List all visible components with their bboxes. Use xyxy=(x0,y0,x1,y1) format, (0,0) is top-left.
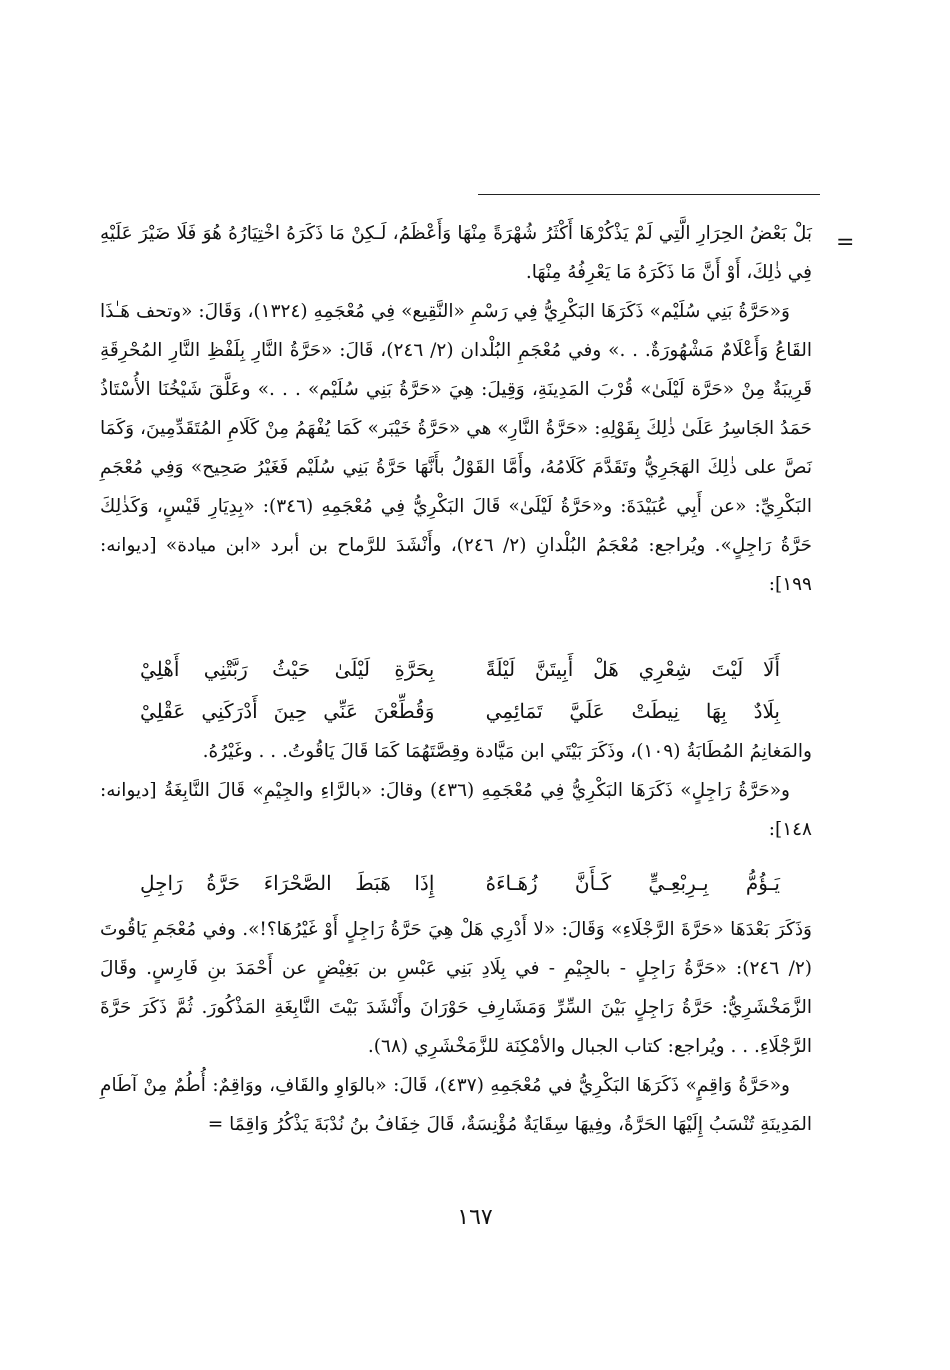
verse-second-hemistich: بِحَرَّةِ لَيْلَىٰ حَيْثُ رَبَّتْنِي أَهْلِيْ xyxy=(140,657,435,681)
page-number: ١٦٧ xyxy=(457,1205,493,1230)
poem-verse xyxy=(140,862,780,904)
footnote-text-block-2 xyxy=(100,732,812,849)
verse-first-hemistich: يَـؤُمُّ بِـرِبْعِـيٍّ كَـأَنَّ زُهَـاءَهُ xyxy=(485,871,780,895)
footnote-paragraph: و«حَرَّةُ رَاجِلٍ» ذَكَرَهَا البَكْرِيُّ فِي مُعْجَمِهِ (٤٣٦) وقالَ: «بالرَّاءِ والجِيْمِ» قَالَ النَّابِغَةُ [ديوانه: ١٤٨]: xyxy=(100,780,812,840)
poem-verse xyxy=(140,690,780,732)
footnote-paragraph: وَ«حَرَّةُ بَنِي سُلَيْم» ذَكَرَهَا البَكْرِيُّ فِي رَسْمِ «النَّقِيع» فِي مُعْجَمِهِ (١٣٢٤)، وَقَالَ: «وتحف هَـٰذَا القَاعُ وَأَعْلَامٌ مَشْهُورَةٌ. . .» وفي مُعْجَمِ البُلْدان (٢/ ٢٤٦)، قَالَ: «حَرَّةُ النَّارِ بِلَفْظِ النَّارِ المُحْرِقَةِ قَرِيبَةٌ مِنْ «حَرَّة لَيْلَىٰ» قُرْبَ المَدِينَةِ، وَقِيلَ: هِيَ «حَرَّةُ بَنِي سُلَيْم» . . .» وعَلَّقَ شَيْخُنَا الأُسْتَاذُ حَمَدُ الجَاسِرُ عَلَىٰ ذٰلِكَ بِقَوْلِهِ: «حَرَّةُ النَّارِ» هي «حَرَّةُ خَيْبَر» كَمَا يُفْهَمُ مِنْ كَلَامِ المُتَقَدِّمِينَ، وَكَمَا نَصَّ على ذٰلِكَ الهَجَرِيُّ وتَقَدَّمَ كَلَامُهُ، وأَمَّا القَوْلُ بأَنَّهَا حَرَّةُ بَنِي سُلَيْم فَغَيْرُ صَحِيح» وَفِي مُعْجَمِ البَكْرِيِّ: «عن أَبِي عُبَيْدَةَ: و«حَرَّةُ لَيْلَىٰ» قَالَ البَكْرِيُّ فِي مُعْجَمِهِ (٣٤٦): «بِدِيَارِ قَيْسٍ، وَكَذٰلِكَ حَرَّةُ رَاجِلٍ». ويُراجع: مُعْجَمُ البُلْدانِ (٢/ ٢٤٦)، وأَنْشَدَ للرَّماح بن أبرد «ابن ميادة» [ديوانه: ١٩٩]: xyxy=(100,301,812,595)
verse-second-hemistich: وَقُطِّعْنَ عَنِّي حِينَ أَدْرَكَنِي عَقْلِيْ xyxy=(140,699,435,723)
poem-verse xyxy=(140,648,780,690)
footnote-text-block-1 xyxy=(100,214,812,604)
footnote-paragraph: بَلْ بَعْضُ الحِرَارِ الَّتِي لَمْ يَذْكُرْهَا أَكْثَرُ شُهْرَةً مِنْهَا وَأَعْظَمُ، لَـكِنْ مَا ذَكَرَهُ اخْتِيَارُهُ هُوَ فَلَا ضَيْرَ عَلَيْهِ فِي ذٰلِكَ، أَوْ أَنَّ مَا ذَكَرَهُ مَا يَعْرِفُهُ مِنْهَا. xyxy=(100,223,812,283)
footnote-separator-rule xyxy=(478,194,820,195)
footnote-paragraph: وَذَكَرَ بَعْدَهَا «حَرَّةَ الرَّجْلَاءِ» وَقَالَ: «لا أَدْرِي هَلْ هِيَ حَرَّةُ رَاجِلٍ أَوْ غَيْرُهَا؟!». وفي مُعْجَمِ يَاقُوتَ (٢/ ٢٤٦): «حَرَّةُ رَاجِلٍ - بالجِيْمِ - في بِلَادِ بَنِي عَبْسِ بن بَغِيْضٍ عن أَحْمَدَ بنِ فَارِسٍ. وقَالَ الزَّمَخْشَرِيُّ: حَرَّةُ رَاجِلٍ بَيْنَ السِّرِّ وَمَشَارِفِ حَوْرَانَ وأَنْشَدَ بَيْتَ النَّابِغَةِ المَذْكُورَ. ثُمَّ ذَكَرَ حَرَّةَ الرَّجْلَاءِ. . . ويُراجع: كتاب الجبال والأمْكِنَة للزَّمَخْشَرِي (٦٨). xyxy=(100,919,812,1057)
footnote-paragraph: و«حَرَّةُ وَاقِمٍ» ذَكَرَهَا البَكْرِيُّ في مُعْجَمِهِ (٤٣٧)، قَالَ: «بالوَاوِ والقَافِ، ووَاقِمٌ: أُطُمٌ مِنْ آطَامِ المَدِينَةِ تُنْسَبُ إِلَيْهَا الحَرَّةُ، وفِيهَا سِقَايَةٌ مُؤْنِسَةٌ، قَالَ خِفَافُ بنُ نُدْبَةَ يَذْكُرُ وَاقِمًا = xyxy=(100,1075,812,1135)
continuation-mark: = xyxy=(836,230,855,255)
footnote-paragraph: والمَغانِمُ المُطَابَةُ (١٠٩)، وذَكَرَ بَيْتَي ابن مَيَّادة وقِصَّتَهُمَا كَمَا قَالَ يَاقُوتُ. . . وغَيْرُهُ. xyxy=(202,741,812,762)
footnote-text-block-3 xyxy=(100,910,812,1144)
poem-block-nabigha xyxy=(140,862,780,904)
poem-block-ibn-mayyada xyxy=(140,648,780,732)
verse-second-hemistich: إِذَا هَبَطَ الصَّحْرَاءَ حَرَّةُ رَاجِلِ xyxy=(140,871,435,895)
verse-first-hemistich: بِلَادٌ بِهَا نِيطَتْ عَلَيَّ تَمَائِمِي xyxy=(485,699,780,723)
verse-first-hemistich: أَلَا لَيْتَ شِعْرِي هَلْ أَبِيتَنَّ لَيْلَةً xyxy=(485,657,780,681)
